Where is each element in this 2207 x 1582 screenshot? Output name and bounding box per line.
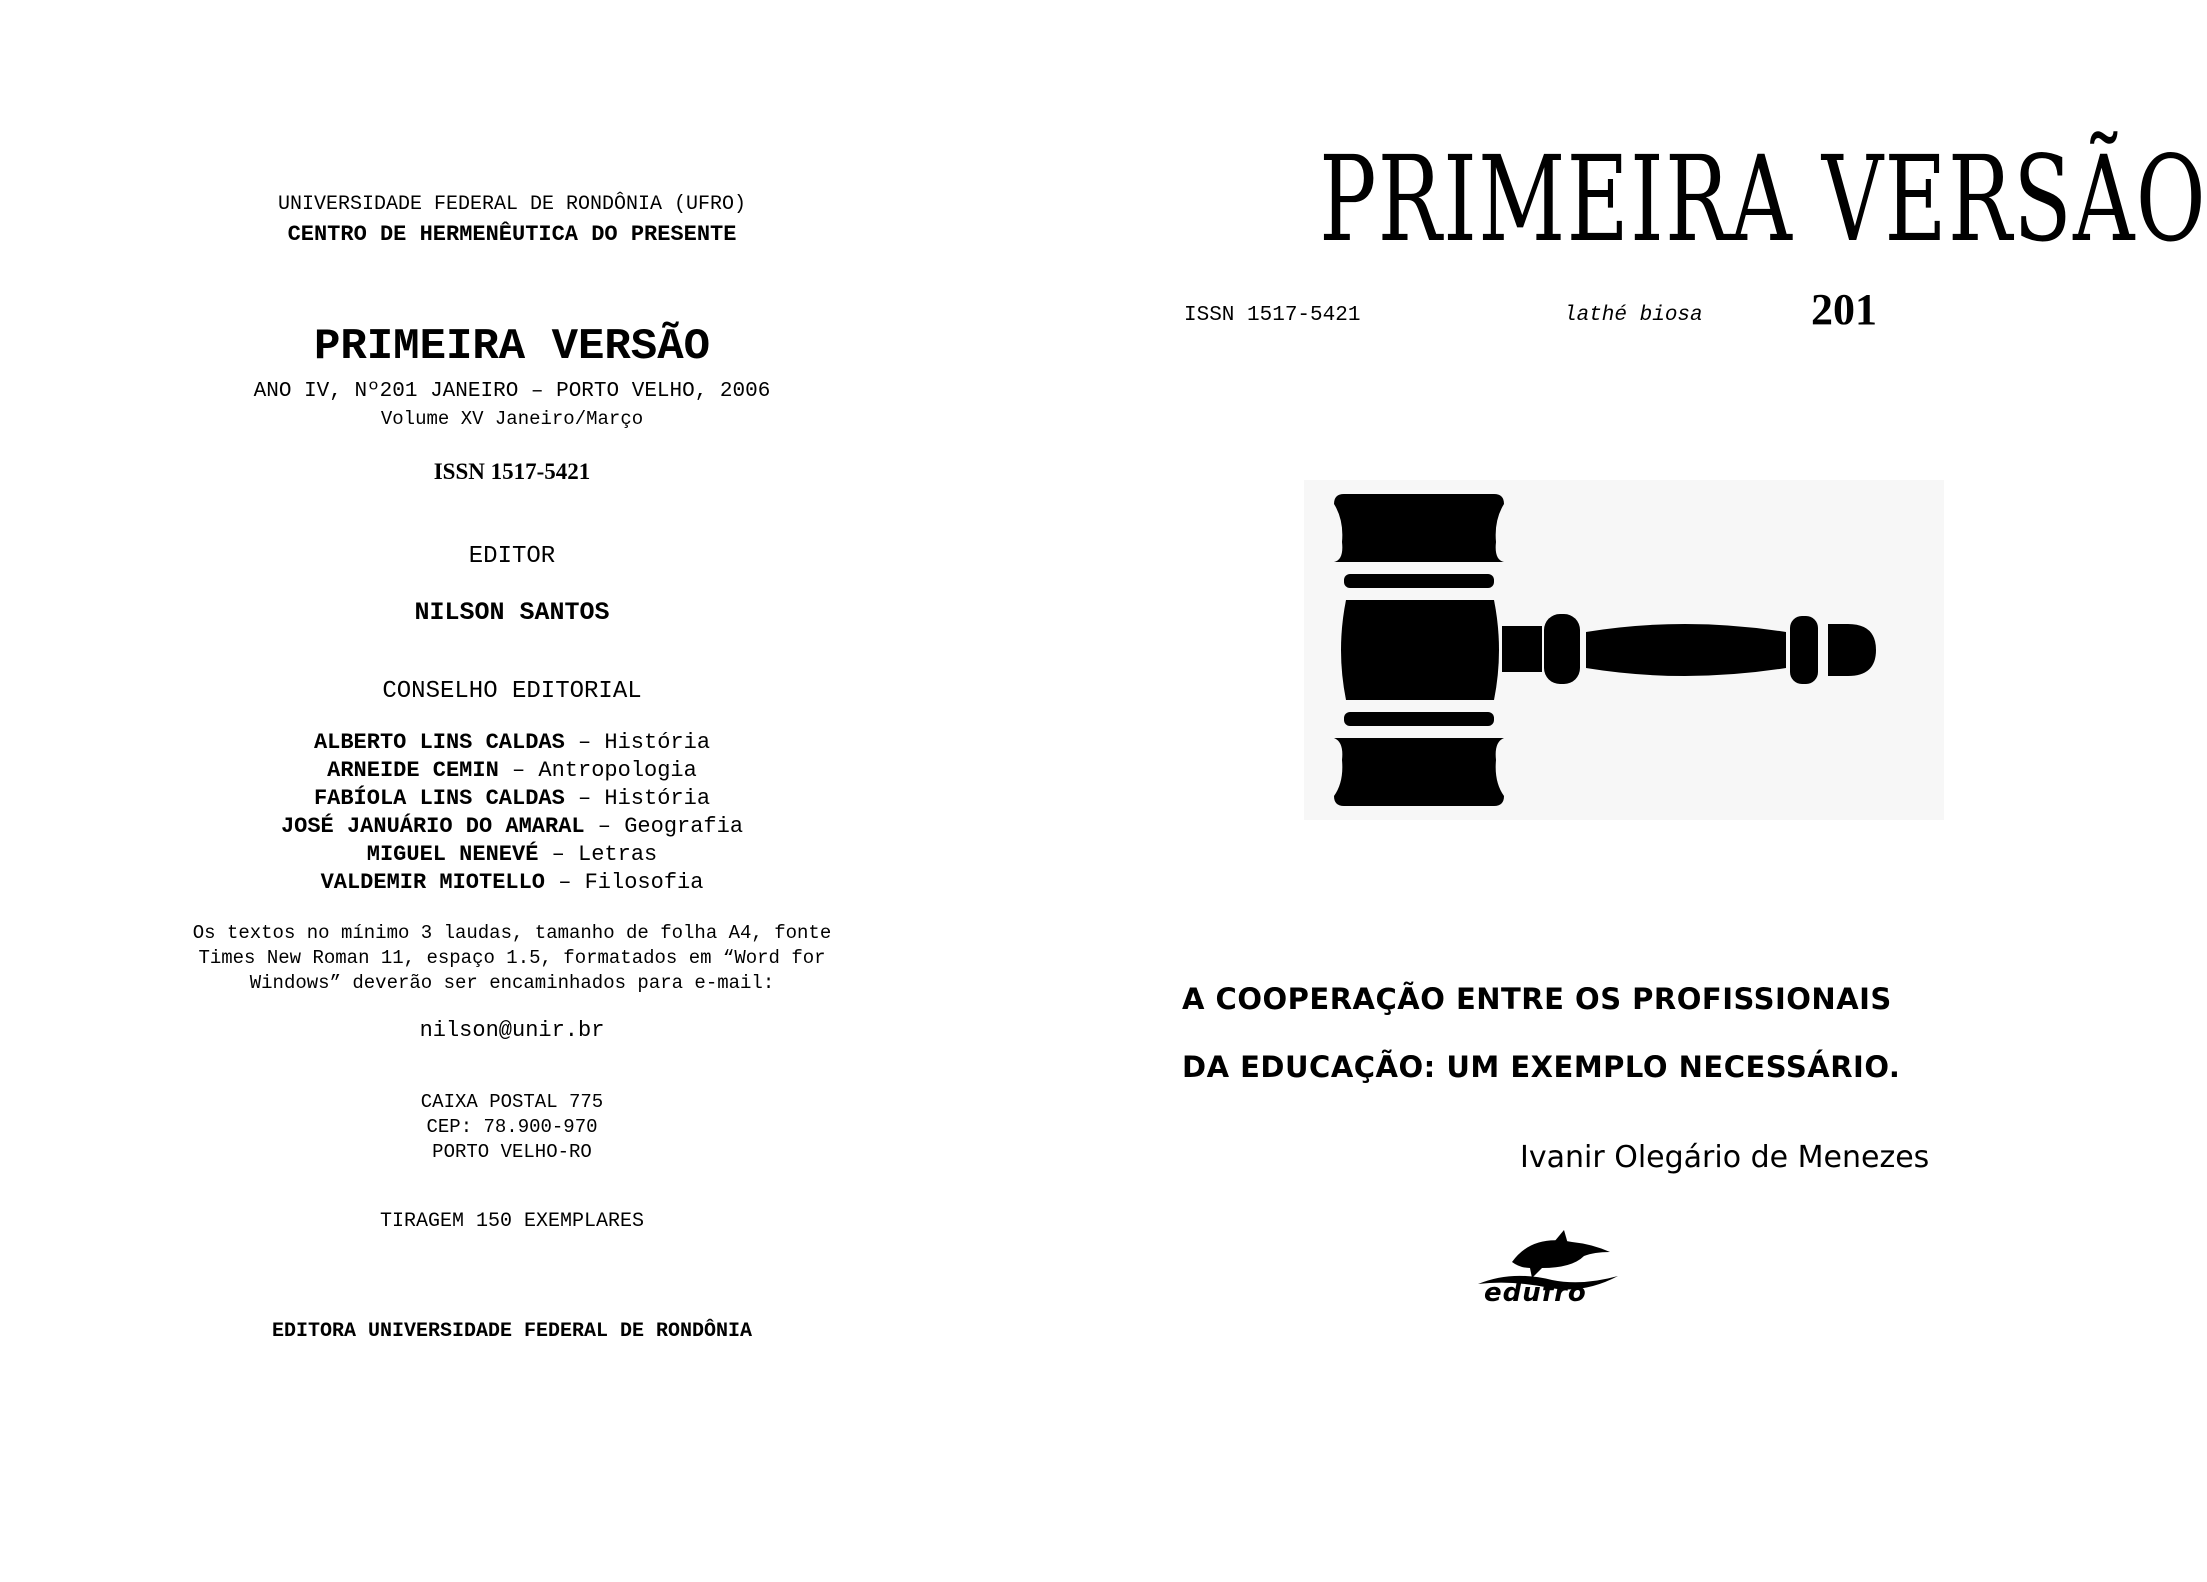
- member-name: ARNEIDE CEMIN: [327, 758, 499, 783]
- board-member: [0, 842, 1024, 867]
- board-member: [0, 758, 1024, 783]
- member-area: – Filosofia: [545, 870, 704, 895]
- member-area: – História: [564, 730, 711, 755]
- address-line: PORTO VELHO-RO: [432, 1141, 592, 1163]
- editor-name: NILSON SANTOS: [414, 598, 610, 627]
- author-name: Ivanir Olegário de Menezes: [1520, 1140, 1930, 1175]
- instructions-line: Os textos no mínimo 3 laudas, tamanho de folha A4, fonte: [192, 922, 832, 944]
- member-area: – História: [564, 786, 711, 811]
- address-line: CAIXA POSTAL 775: [420, 1091, 604, 1113]
- member-name: MIGUEL NENEVÉ: [366, 842, 539, 867]
- volume-line: Volume XV Janeiro/Março: [380, 408, 644, 430]
- member-area: – Antropologia: [498, 758, 697, 783]
- article-title-line: A COOPERAÇÃO ENTRE OS PROFISSIONAIS: [1182, 982, 1892, 1016]
- address-line: CEP: 78.900-970: [426, 1116, 598, 1138]
- edition-line: ANO IV, Nº201 JANEIRO – PORTO VELHO, 2006: [253, 380, 771, 403]
- instructions-line: Windows” deverão ser encaminhados para e-mail:: [249, 972, 775, 994]
- board-member: [0, 814, 1024, 839]
- publisher: EDITORA UNIVERSIDADE FEDERAL DE RONDÔNIA: [271, 1320, 753, 1343]
- logo-text: edufro: [1484, 1278, 1587, 1308]
- article-title-line: DA EDUCAÇÃO: UM EXEMPLO NECESSÁRIO.: [1182, 1050, 1901, 1084]
- issn-right: ISSN 1517-5421: [1184, 304, 1361, 327]
- member-area: – Geografia: [584, 814, 744, 839]
- member-name: ALBERTO LINS CALDAS: [313, 730, 565, 755]
- print-run: TIRAGEM 150 EXEMPLARES: [379, 1210, 645, 1233]
- issn-left: ISSN 1517-5421: [433, 459, 591, 484]
- motto: lathé biosa: [1564, 304, 1703, 327]
- board-member: [0, 786, 1024, 811]
- board-member: [0, 730, 1024, 755]
- board-member: [0, 870, 1024, 895]
- instructions-line: Times New Roman 11, espaço 1.5, formatados em “Word for: [198, 947, 826, 969]
- member-name: JOSÉ JANUÁRIO DO AMARAL: [280, 814, 585, 839]
- issue-number: 201: [1811, 285, 1877, 334]
- contact-email: nilson@unir.br: [419, 1018, 605, 1043]
- gavel-icon: [1304, 480, 1944, 820]
- university-name: UNIVERSIDADE FEDERAL DE RONDÔNIA (UFRO): [277, 193, 747, 216]
- journal-title: PRIMEIRA VERSÃO: [313, 322, 711, 372]
- right-page: [1024, 0, 2207, 1582]
- board-heading: CONSELHO EDITORIAL: [382, 678, 642, 705]
- masthead-title: PRIMEIRA VERSÃO: [1319, 130, 2207, 268]
- member-name: FABÍOLA LINS CALDAS: [313, 786, 565, 811]
- editor-heading: EDITOR: [468, 543, 556, 570]
- center-name: CENTRO DE HERMENÊUTICA DO PRESENTE: [287, 222, 737, 247]
- member-name: VALDEMIR MIOTELLO: [320, 870, 545, 895]
- member-area: – Letras: [538, 842, 658, 867]
- left-page: [0, 0, 1024, 1582]
